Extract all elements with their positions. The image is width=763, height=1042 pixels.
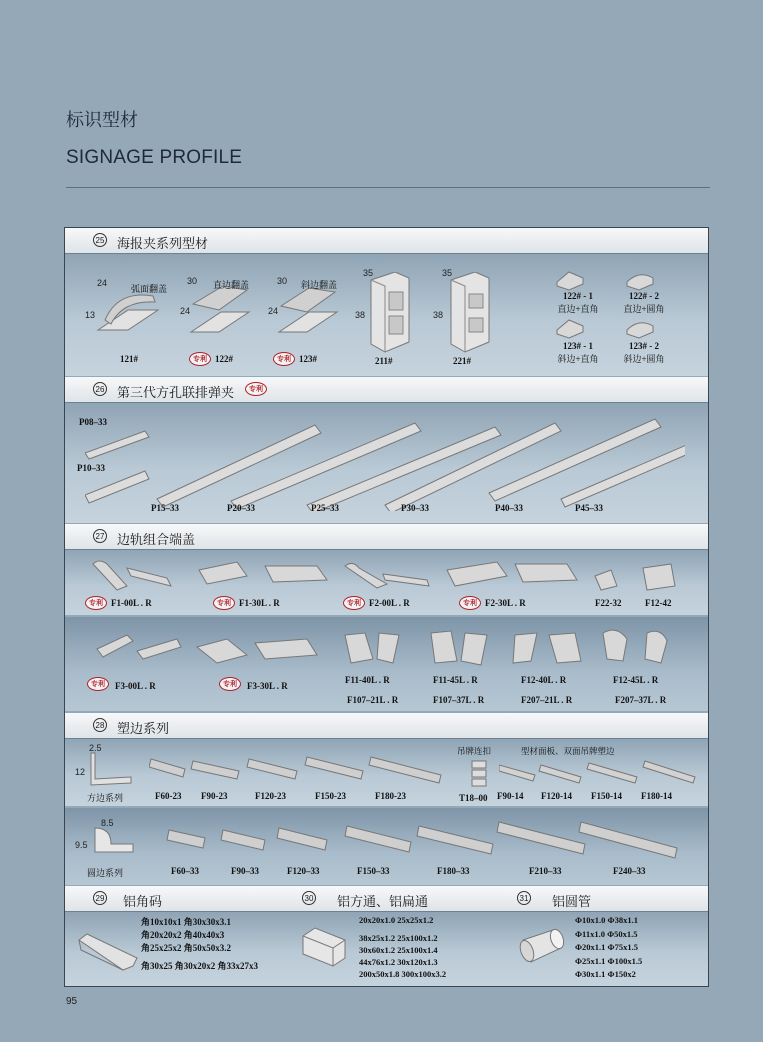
square-dim-2: 12 <box>75 767 86 777</box>
cap-item-f1-00: F1-00L . R <box>111 598 152 608</box>
pipe-spec-3: Φ25x1.1 Φ100x1.5 <box>575 955 643 966</box>
cap-item-f1-30: F1-30L . R <box>239 598 280 608</box>
corner-123-2 <box>621 340 667 366</box>
patent-badge-26: 专利 <box>245 382 267 396</box>
square-item-2: F120-23 <box>255 791 286 801</box>
corner-122-2-image <box>625 270 655 292</box>
clip-item-6: P40–33 <box>495 503 523 513</box>
dim-221-height: 38 <box>433 310 444 320</box>
clip-item-0: P08–33 <box>79 417 107 427</box>
label-123: 斜边翻盖 <box>301 280 338 290</box>
patent-badge-122: 专利 <box>189 352 211 366</box>
cap-item-f107-21: F107–21L . R <box>347 695 399 705</box>
clip-item-7: P45–33 <box>575 503 603 513</box>
hang-label: 吊牌连扣 <box>457 746 492 756</box>
panel-item-1: F120-14 <box>541 791 572 801</box>
section-number: 27 <box>93 529 107 543</box>
tube-spec-1: 38x25x1.2 25x100x1.2 <box>359 933 438 943</box>
dim-121-height: 13 <box>85 310 96 320</box>
square-series-label: 方边系列 <box>87 793 124 803</box>
page-number: 95 <box>66 996 78 1007</box>
round-series-label: 圆边系列 <box>87 868 124 878</box>
hang-clip-image <box>469 759 489 787</box>
corner-123-1-code: 123# - 1 <box>563 341 593 351</box>
dim-211-height: 38 <box>355 310 366 320</box>
panel-item-3: F180-14 <box>641 791 672 801</box>
section-27-band-2 <box>65 617 708 711</box>
square-item-3: F150-23 <box>315 791 346 801</box>
round-item-1: F90–33 <box>231 866 259 876</box>
end-caps-row1-image <box>87 556 687 596</box>
corner-122-2-code: 122# - 2 <box>629 291 659 301</box>
name-211: 211# <box>375 356 393 366</box>
cap-item-f207-21: F207–21L . R <box>521 695 573 705</box>
dim-211-width: 35 <box>363 268 374 278</box>
section-30-number: 30 <box>302 891 316 905</box>
dim-122-height: 24 <box>180 306 191 316</box>
cap-item-f11-40: F11-40L . R <box>345 675 390 685</box>
cap-item-f3-30: F3-30L . R <box>247 681 288 691</box>
corner-122-1-code: 122# - 1 <box>563 291 593 301</box>
pipe-spec-list <box>575 914 642 982</box>
clip-item-5: P30–33 <box>401 503 429 513</box>
corner-122-2-desc: 直边+圆角 <box>623 304 665 314</box>
section-31-number: 31 <box>517 891 531 905</box>
round-item-2: F120–33 <box>287 866 320 876</box>
patent-badge-f1-30: 专利 <box>213 596 235 610</box>
end-caps-row2-image <box>87 625 687 671</box>
name-123: 123# <box>299 354 317 364</box>
round-item-3: F150–33 <box>357 866 390 876</box>
label-121: 弧面翻盖 <box>131 284 168 294</box>
section-31-title: 铝圆管 <box>552 894 592 909</box>
pipe-spec-4: Φ30x1.1 Φ150x2 <box>575 969 636 979</box>
corner-123-1-image <box>555 318 585 340</box>
angle-bracket-image <box>77 926 141 972</box>
corner-123-1 <box>555 340 601 366</box>
cap-item-f12-42: F12-42 <box>645 598 672 608</box>
section-27-band-1 <box>65 550 708 615</box>
cap-item-f2-00: F2-00L . R <box>369 598 410 608</box>
section-number: 25 <box>93 233 107 247</box>
round-dim-2: 9.5 <box>75 840 88 850</box>
angle-spec-2: 角25x25x2 角50x50x3.2 <box>141 943 232 953</box>
square-item-0: F60-23 <box>155 791 182 801</box>
section-27-header <box>65 524 708 550</box>
round-item-4: F180–33 <box>437 866 470 876</box>
section-title: 第三代方孔联排弹夹 <box>117 385 235 400</box>
tube-spec-2: 30x60x1.2 25x100x1.4 <box>359 945 438 955</box>
hang-item: T18–00 <box>459 793 488 803</box>
clip-item-1: P10–33 <box>77 463 105 473</box>
cap-item-f2-30: F2-30L . R <box>485 598 526 608</box>
round-item-5: F210–33 <box>529 866 562 876</box>
section-28-band-2 <box>65 808 708 885</box>
section-26-band <box>65 403 708 523</box>
round-item-6: F240–33 <box>613 866 646 876</box>
section-title: 边轨组合端盖 <box>117 532 196 547</box>
section-28-band-1 <box>65 739 708 806</box>
patent-badge-123: 专利 <box>273 352 295 366</box>
clip-item-4: P25–33 <box>311 503 339 513</box>
corner-123-2-code: 123# - 2 <box>629 341 659 351</box>
patent-badge-f1-00: 专利 <box>85 596 107 610</box>
dim-122-width: 30 <box>187 276 198 286</box>
dim-123-width: 30 <box>277 276 288 286</box>
angle-spec-3: 角30x25 角30x20x2 角33x27x3 <box>141 961 259 971</box>
tube-spec-3: 44x76x1.2 30x120x1.3 <box>359 957 438 967</box>
cap-item-f3-00: F3-00L . R <box>115 681 156 691</box>
round-edge-profile-image <box>85 824 135 858</box>
round-item-0: F60–33 <box>171 866 199 876</box>
section-title: 塑边系列 <box>117 721 170 736</box>
dim-123-height: 24 <box>268 306 279 316</box>
angle-spec-0: 角10x10x1 角30x30x3.1 <box>141 917 232 927</box>
section-29-title: 铝角码 <box>123 894 163 909</box>
tube-spec-0: 20x20x1.0 25x25x1.2 <box>359 915 434 925</box>
square-edge-profile-image <box>83 749 133 789</box>
name-122: 122# <box>215 354 233 364</box>
clip-item-2: P15–33 <box>151 503 179 513</box>
corner-122-1-image <box>555 270 585 292</box>
corner-122-1-desc: 直边+直角 <box>557 304 599 314</box>
panel-label: 型材面板、双面吊牌塑边 <box>521 746 615 756</box>
cap-item-f107-37: F107–37L . R <box>433 695 485 705</box>
angle-spec-list <box>141 916 258 973</box>
section-29-31-header <box>65 886 708 912</box>
square-item-4: F180-23 <box>375 791 406 801</box>
round-dim-1: 8.5 <box>101 818 114 828</box>
pipe-spec-0: Φ10x1.0 Φ38x1.1 <box>575 915 638 925</box>
section-28-header <box>65 713 708 739</box>
round-tube-image <box>513 924 569 970</box>
square-dim-1: 2.5 <box>89 743 102 753</box>
profile-211-image <box>365 272 415 354</box>
cap-item-f11-45: F11-45L . R <box>433 675 478 685</box>
round-edge-strips-image <box>161 818 691 864</box>
square-edge-strips-image <box>149 753 459 787</box>
corner-122-1 <box>555 290 601 316</box>
cap-item-f207-37: F207–37L . R <box>615 695 667 705</box>
cap-item-f22-32: F22-32 <box>595 598 622 608</box>
section-number: 28 <box>93 718 107 732</box>
angle-spec-1: 角20x20x2 角40x40x3 <box>141 930 225 940</box>
cap-item-f12-45: F12-45L . R <box>613 675 659 685</box>
section-29-31-band <box>65 912 708 986</box>
corner-123-2-desc: 斜边+圆角 <box>623 354 665 364</box>
tube-spec-4: 200x50x1.8 300x100x3.2 <box>359 969 447 979</box>
section-26-header <box>65 377 708 403</box>
section-30-title: 铝方通、铝扁通 <box>337 894 429 909</box>
tube-spec-list <box>359 914 446 980</box>
panel-strips-image <box>499 757 699 789</box>
clip-item-3: P20–33 <box>227 503 255 513</box>
section-25-header <box>65 228 708 254</box>
cap-item-f12-40: F12-40L . R <box>521 675 567 685</box>
corner-122-2 <box>621 290 667 316</box>
dim-121-width: 24 <box>97 278 108 288</box>
corner-123-2-image <box>625 318 655 340</box>
name-221: 221# <box>453 356 471 366</box>
section-29-number: 29 <box>93 891 107 905</box>
name-121: 121# <box>120 354 138 364</box>
panel-item-0: F90-14 <box>497 791 524 801</box>
section-25-band <box>65 254 708 376</box>
corner-123-1-desc: 斜边+直角 <box>557 354 599 364</box>
section-title: 海报夹系列型材 <box>117 236 209 251</box>
square-tube-image <box>299 922 349 968</box>
patent-badge-f2-00: 专利 <box>343 596 365 610</box>
profile-221-image <box>445 272 495 354</box>
label-122: 直边翻盖 <box>213 280 250 290</box>
patent-badge-f3-00: 专利 <box>87 677 109 691</box>
clip-strips-image <box>85 413 685 511</box>
patent-badge-f3-30: 专利 <box>219 677 241 691</box>
page-title-cn: 标识型材 <box>66 110 138 130</box>
dim-221-width: 35 <box>442 268 453 278</box>
square-item-1: F90-23 <box>201 791 228 801</box>
patent-badge-f2-30: 专利 <box>459 596 481 610</box>
pipe-spec-2: Φ20x1.1 Φ75x1.5 <box>575 942 638 952</box>
section-number: 26 <box>93 382 107 396</box>
page-title-en: SIGNAGE PROFILE <box>66 147 243 168</box>
pipe-spec-1: Φ11x1.0 Φ50x1.5 <box>575 928 638 939</box>
title-divider <box>66 187 710 188</box>
panel-item-2: F150-14 <box>591 791 622 801</box>
